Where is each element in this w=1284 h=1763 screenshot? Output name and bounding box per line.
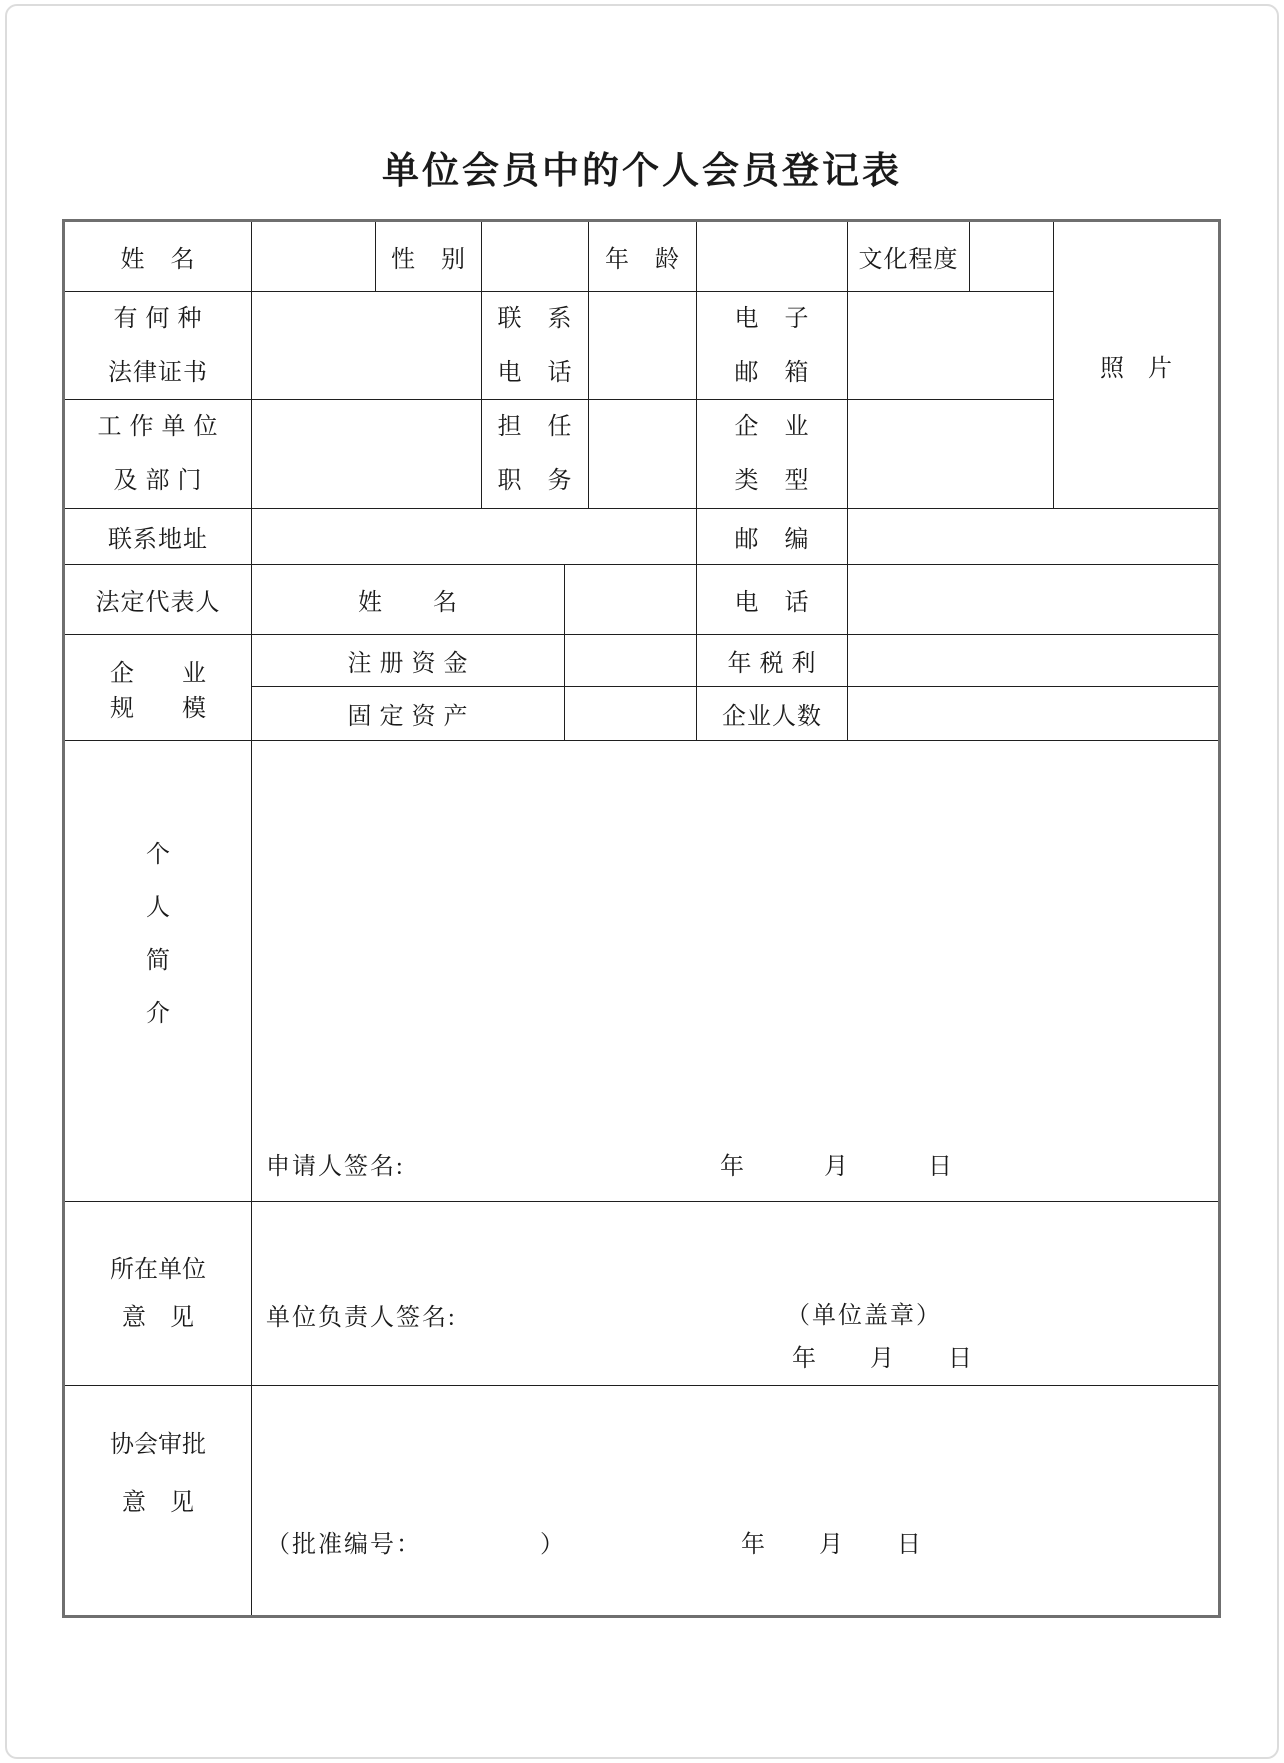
- email-field: [848, 292, 1053, 399]
- rep-phone-field: [848, 565, 1218, 634]
- employees-label: 企业人数: [697, 687, 848, 740]
- education-field: [970, 222, 1053, 292]
- unit-opinion-field: [252, 1202, 1218, 1385]
- contact-phone-label: 联 系 电 话: [482, 292, 589, 399]
- unit-date-line: 年 月 日: [792, 1346, 974, 1372]
- row-association-opinion: [65, 1386, 1218, 1615]
- gender-label: 性 别: [376, 222, 482, 292]
- row-address: [65, 509, 1218, 565]
- association-date-line: 年 月 日: [741, 1532, 923, 1558]
- row-legal-rep: [65, 565, 1218, 635]
- work-unit-label: 工 作 单 位 及 部 门: [65, 400, 252, 508]
- name-label: 姓 名: [65, 222, 252, 292]
- top-left-grid: [65, 222, 1053, 508]
- rep-name-field: [565, 565, 697, 634]
- top-section: [65, 222, 1218, 509]
- fixed-assets-label: 固 定 资 产: [252, 687, 565, 740]
- row-registered-capital: [252, 635, 1218, 687]
- enterprise-scale-label: 企 业 规 模: [65, 635, 252, 740]
- registered-capital-field: [565, 635, 697, 686]
- applicant-signature-label: 申请人签名:: [266, 1154, 405, 1180]
- address-field: [252, 509, 697, 564]
- unit-seal-label: （单位盖章）: [786, 1303, 942, 1329]
- enterprise-type-field: [848, 400, 1053, 508]
- personal-profile-label: 个 人 简 介: [65, 741, 252, 1201]
- rep-name-label: 姓 名: [252, 565, 565, 634]
- gender-field: [482, 222, 589, 292]
- row-unit-opinion: [65, 1202, 1218, 1386]
- row-work-unit: [65, 400, 1053, 508]
- row-personal-profile: [65, 741, 1218, 1202]
- association-opinion-field: [252, 1386, 1218, 1615]
- postcode-label: 邮 编: [697, 509, 848, 564]
- fixed-assets-field: [565, 687, 697, 740]
- legal-rep-label: 法定代表人: [65, 565, 252, 634]
- name-field: [252, 222, 376, 292]
- work-unit-field: [252, 400, 482, 508]
- rep-phone-label: 电 话: [697, 565, 848, 634]
- address-label: 联系地址: [65, 509, 252, 564]
- registration-form-table: [62, 219, 1221, 1618]
- enterprise-type-label: 企 业 类 型: [697, 400, 848, 508]
- email-label: 电 子 邮 箱: [697, 292, 848, 399]
- unit-opinion-label: 所在单位 意 见: [65, 1202, 252, 1385]
- unit-head-signature-label: 单位负责人签名:: [266, 1305, 457, 1331]
- row-basic-info: [65, 222, 1053, 292]
- photo-label: 照 片: [1053, 222, 1218, 508]
- section-enterprise-scale: [65, 635, 1218, 741]
- position-field: [589, 400, 697, 508]
- position-label: 担 任 职 务: [482, 400, 589, 508]
- contact-phone-field: [589, 292, 697, 399]
- certificate-label: 有 何 种 法律证书: [65, 292, 252, 399]
- age-field: [697, 222, 848, 292]
- applicant-date-line: 年 月 日: [720, 1154, 954, 1180]
- annual-tax-label: 年 税 利: [697, 635, 848, 686]
- employees-field: [848, 687, 1218, 740]
- form-title: 单位会员中的个人会员登记表: [382, 151, 902, 192]
- row-certificate: [65, 292, 1053, 400]
- personal-profile-field: [252, 741, 1218, 1201]
- registered-capital-label: 注 册 资 金: [252, 635, 565, 686]
- enterprise-scale-grid: [252, 635, 1218, 740]
- approval-number-label: （批准编号： ）: [266, 1532, 566, 1558]
- education-label: 文化程度: [848, 222, 970, 292]
- association-opinion-label: 协会审批 意 见: [65, 1386, 252, 1615]
- postcode-field: [848, 509, 1218, 564]
- annual-tax-field: [848, 635, 1218, 686]
- row-fixed-assets: [252, 687, 1218, 740]
- age-label: 年 龄: [589, 222, 697, 292]
- certificate-field: [252, 292, 482, 399]
